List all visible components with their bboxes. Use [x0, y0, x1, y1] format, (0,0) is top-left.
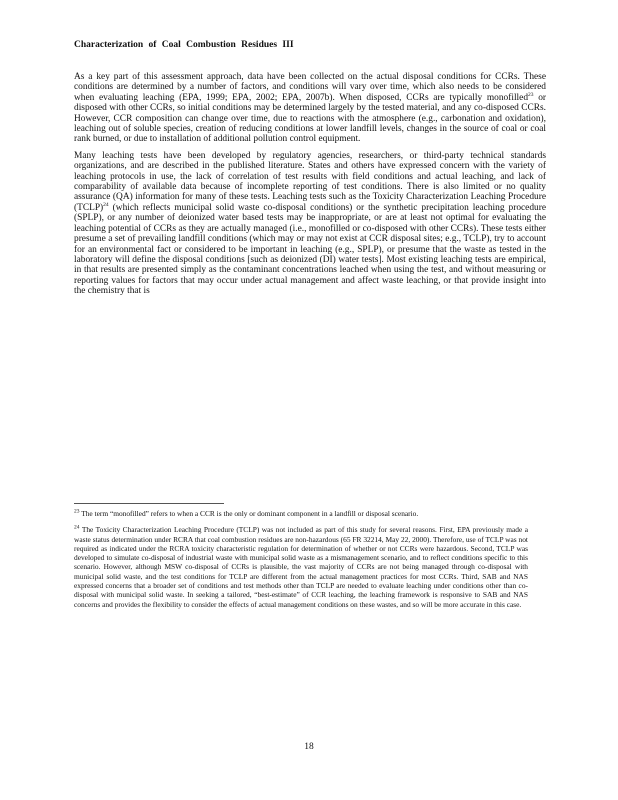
footnote-ref-23[interactable]: 23 [528, 91, 534, 98]
paragraph-leaching-tests [74, 151, 546, 297]
footnote-mark-24: 24 [74, 524, 80, 531]
footnote-divider [74, 503, 224, 504]
footnote-ref-24[interactable]: 24 [103, 201, 109, 208]
footnote-mark-23: 23 [74, 508, 80, 515]
paragraph-2-continued: (which reflects municipal solid waste co-disposal conditions) or the synthetic precipitation leaching procedure (SPLP), or any number of deionized water based tests may be inappropriate, or are at least not optimal for evaluating the leaching potential of CCRs as they are actually managed (i.e., monofilled or co-disposed with other CCRs). These tests either presume a set of prevailing landfill conditions (which may or may not exist at CCR disposal sites; e.g., TCLP), try to account for an environmental fact or considered to be important in leaching (e.g., SPLP), or presume that the waste as tested in the laboratory will define the disposal conditions [such as deionized (DI) water tests]. Most existing leaching tests are empirical, in that results are presented simply as the contaminant concentrations leached when using the test, and without measuring or reporting values for factors that may occur under actual management and affect waste leaching, or that provide insight into the chemistry that is [74, 202, 546, 297]
footnote-23-text: The term “monofilled” refers to when a CCR is the only or dominant component in a landfill or disposal scenario. [79, 509, 419, 518]
footnote-23 [74, 509, 528, 518]
footnote-24 [74, 525, 528, 609]
footnotes [74, 509, 528, 616]
page-number: 18 [304, 742, 314, 752]
paragraph-1-text: As a key part of this assessment approach, data have been collected on the actual disposal conditions for CCRs. These conditions are determined by a number of factors, and conditions will vary over time, which also needs to be considered when evaluating leaching (EPA, 1999; EPA, 2002; EPA, 2007b). When disposed, CCRs are typically monofilled [74, 72, 546, 103]
paragraph-1-continued: or disposed with other CCRs, so initial conditions may be determined largely by the tested material, and any co-disposed CCRs. However, CCR composition can change over time, due to reactions with the atmosphere (e.g., carbonation and oxidation), leaching out of soluble species, creation of reducing conditions at lower landfill levels, changes in the source of coal or coal rank burned, or due to installation of additional pollution control equipment. [74, 92, 546, 145]
paragraph-disposal-conditions [74, 72, 546, 145]
footnote-24-text: The Toxicity Characterization Leaching Procedure (TCLP) was not included as part of this study for several reasons. First, EPA previously made a waste status determination under RCRA that coal combustion residues are non-hazardous (65 FR 32214, May 22, 2000). Therefore, use of TCLP was not required as indicated under the RCRA toxicity characteristic regulation for determination of whether or not CCRs were hazardous. Second, TCLP was developed to simulate co-disposal of industrial waste with municipal solid waste as a mismanagement scenario, and to reflect conditions specific to this scenario. However, although MSW co-disposal of CCRs is plausible, the vast majority of CCRs are not being managed through co-disposal with municipal solid waste, and the test conditions for TCLP are different from the actual management practices for most CCRs. Third, SAB and NAS expressed concerns that a broader set of conditions and test methods other than TCLP are needed to evaluate leaching under conditions other than co-disposal with municipal solid waste. In seeking a tailored, “best-estimate” of CCR leaching, the leaching framework is responsive to SAB and NAS concerns and provides the flexibility to consider the effects of actual management conditions on these wastes, and so will be more accurate in this case. [74, 525, 528, 609]
body-text [74, 72, 546, 303]
paragraph-2-text: Many leaching tests have been developed by regulatory agencies, researchers, or third-party technical standards organizations, and are described in the published literature. States and others have expressed concern with the variety of leaching protocols in use, the lack of correlation of test results with field conditions and actual leaching, and lack of comparability of available data because of incomplete reporting of test conditions. There is also limited or no quality assurance (QA) information for many of these tests. Leaching tests such as the Toxicity Characterization Leaching Procedure (TCLP) [74, 150, 546, 213]
running-header: Characterization of Coal Combustion Residues III [74, 40, 294, 50]
